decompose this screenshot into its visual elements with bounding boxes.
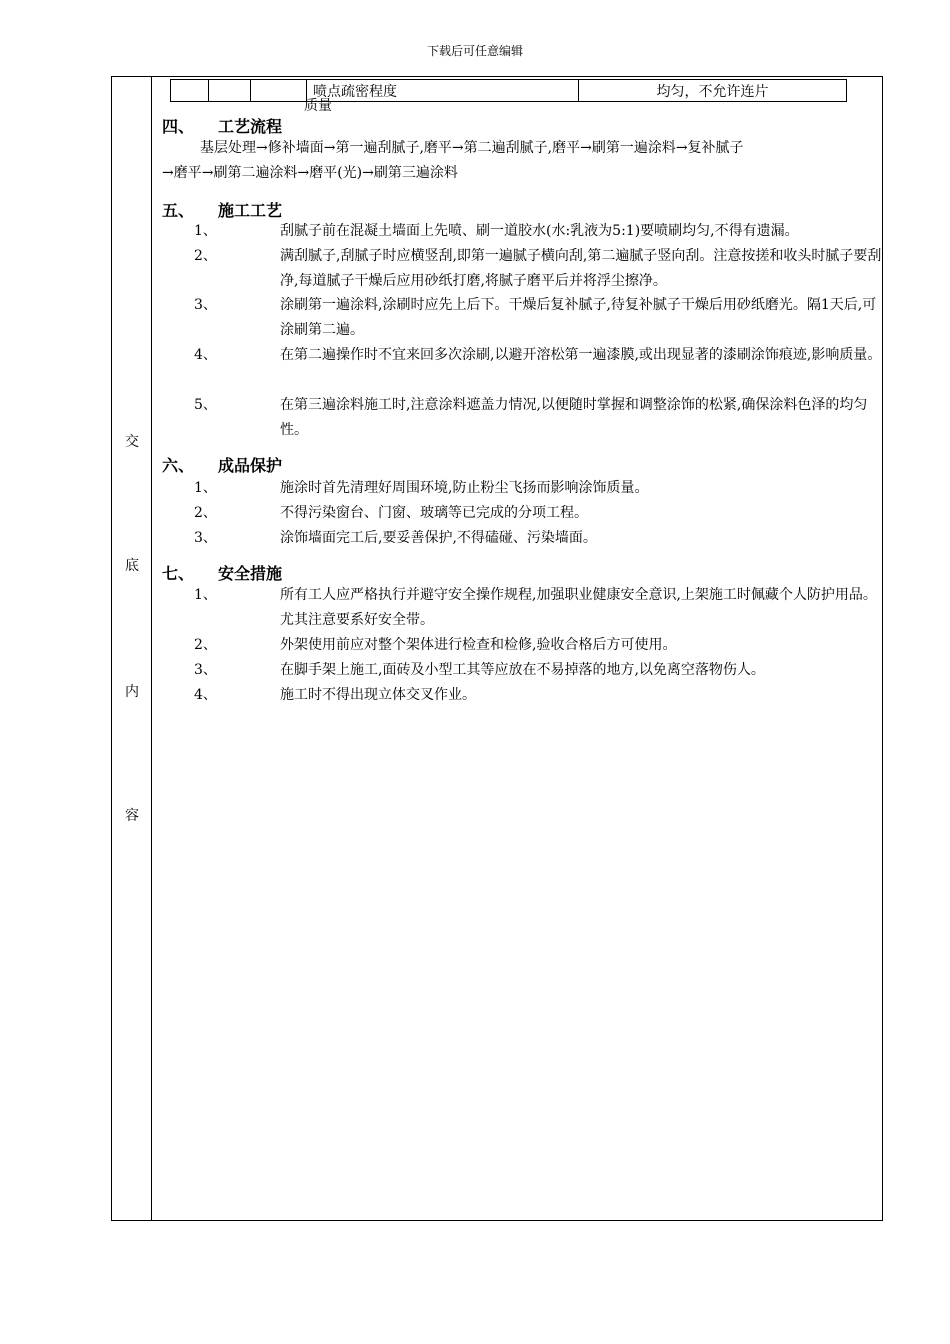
list-item — [194, 683, 884, 708]
list-item — [194, 658, 884, 683]
section-heading — [162, 453, 282, 476]
item-text: 所有工人应严格执行并避守安全操作规程,加强职业健康安全意识,上架施工时佩藏个人防护用品。尤其注意要系好安全带。 — [280, 587, 877, 628]
section-heading — [162, 114, 282, 137]
item-text: 满刮腻子,刮腻子时应横竖刮,即第一遍腻子横向刮,第二遍腻子竖向刮。注意按搓和收头时腻子要刮净,每道腻子干燥后应用砂纸打磨,将腻子磨平后并将浮尘擦净。 — [280, 248, 882, 289]
section-title: 安全措施 — [218, 564, 283, 583]
item-text: 刮腻子前在混凝土墙面上先喷、刷一道胶水(水:乳液为5:1)要喷刷均匀,不得有遗漏。 — [280, 223, 799, 239]
section-number: 七、 — [162, 564, 195, 583]
quality-item-cell: 喷点疏密程度 — [307, 80, 579, 102]
item-number: 4、 — [194, 347, 217, 363]
item-number: 2、 — [194, 505, 217, 521]
item-number: 5、 — [194, 397, 217, 413]
quality-row-label: 质量 — [304, 98, 332, 114]
quality-standard-cell: 均匀，不允许连片 — [579, 80, 847, 102]
section-title: 施工工艺 — [218, 201, 283, 220]
list-item — [194, 293, 884, 343]
section-heading — [162, 198, 282, 221]
list-item — [194, 583, 884, 633]
process-flow-line: →磨平→刷第二遍涂料→磨平(光)→刷第三遍涂料 — [162, 165, 458, 181]
section-number: 六、 — [162, 456, 195, 475]
list-item — [194, 476, 884, 501]
item-text: 在第三遍涂料施工时,注意涂料遮盖力情况,以便随时掌握和调整涂饰的松紧,确保涂料色泽的均匀性。 — [280, 397, 868, 438]
item-number: 1、 — [194, 480, 217, 496]
item-number: 3、 — [194, 662, 217, 678]
item-text: 涂饰墙面完工后,要妥善保护,不得磕碰、污染墙面。 — [280, 530, 597, 546]
section-heading — [162, 561, 282, 584]
table-row — [171, 80, 847, 102]
list-item — [194, 343, 884, 368]
item-number: 1、 — [194, 587, 217, 603]
side-label-char: 内 — [125, 684, 139, 700]
item-text: 在脚手架上施工,面砖及小型工其等应放在不易掉落的地方,以免离空落物伤人。 — [280, 662, 765, 678]
page-header: 下载后可任意编辑 — [426, 44, 523, 58]
list-item — [194, 526, 884, 551]
disclosure-form — [111, 76, 883, 1221]
process-flow-line: 基层处理→修补墙面→第一遍刮腻子,磨平→第二遍刮腻子,磨平→刷第一遍涂料→复补腻子 — [200, 140, 744, 156]
table-cell — [209, 80, 251, 102]
list-item — [194, 501, 884, 526]
side-label-column — [112, 77, 152, 1220]
list-item — [194, 393, 884, 443]
side-label-char: 容 — [125, 808, 139, 824]
list-item — [194, 244, 884, 294]
item-text: 在第二遍操作时不宜来回多次涂刷,以避开溶松第一遍漆膜,或出现显著的漆刷涂饰痕迹,影响质量。 — [280, 347, 882, 363]
section-number: 四、 — [162, 117, 195, 136]
item-number: 3、 — [194, 297, 217, 313]
disclosure-content — [152, 77, 882, 1220]
table-cell — [251, 80, 307, 102]
item-text: 外架使用前应对整个架体进行检查和检修,验收合格后方可使用。 — [280, 637, 677, 653]
section-title: 成品保护 — [218, 456, 283, 475]
quality-table — [170, 79, 847, 102]
list-item — [194, 633, 884, 658]
table-cell — [171, 80, 209, 102]
side-label-char: 底 — [125, 558, 139, 574]
list-item — [194, 219, 884, 244]
item-text: 涂刷第一遍涂料,涂刷时应先上后下。干燥后复补腻子,待复补腻子干燥后用砂纸磨光。隔1天后,可涂刷第二遍。 — [280, 297, 877, 338]
item-number: 4、 — [194, 687, 217, 703]
item-number: 3、 — [194, 530, 217, 546]
section-number: 五、 — [162, 201, 195, 220]
section-title: 工艺流程 — [218, 117, 283, 136]
item-text: 施工时不得出现立体交叉作业。 — [280, 687, 476, 703]
side-label-char: 交 — [125, 434, 139, 450]
item-number: 2、 — [194, 637, 217, 653]
item-text: 施涂时首先清理好周围环境,防止粉尘飞扬而影响涂饰质量。 — [280, 480, 649, 496]
item-number: 2、 — [194, 248, 217, 264]
item-text: 不得污染窗台、门窗、玻璃等已完成的分项工程。 — [280, 505, 588, 521]
item-number: 1、 — [194, 223, 217, 239]
